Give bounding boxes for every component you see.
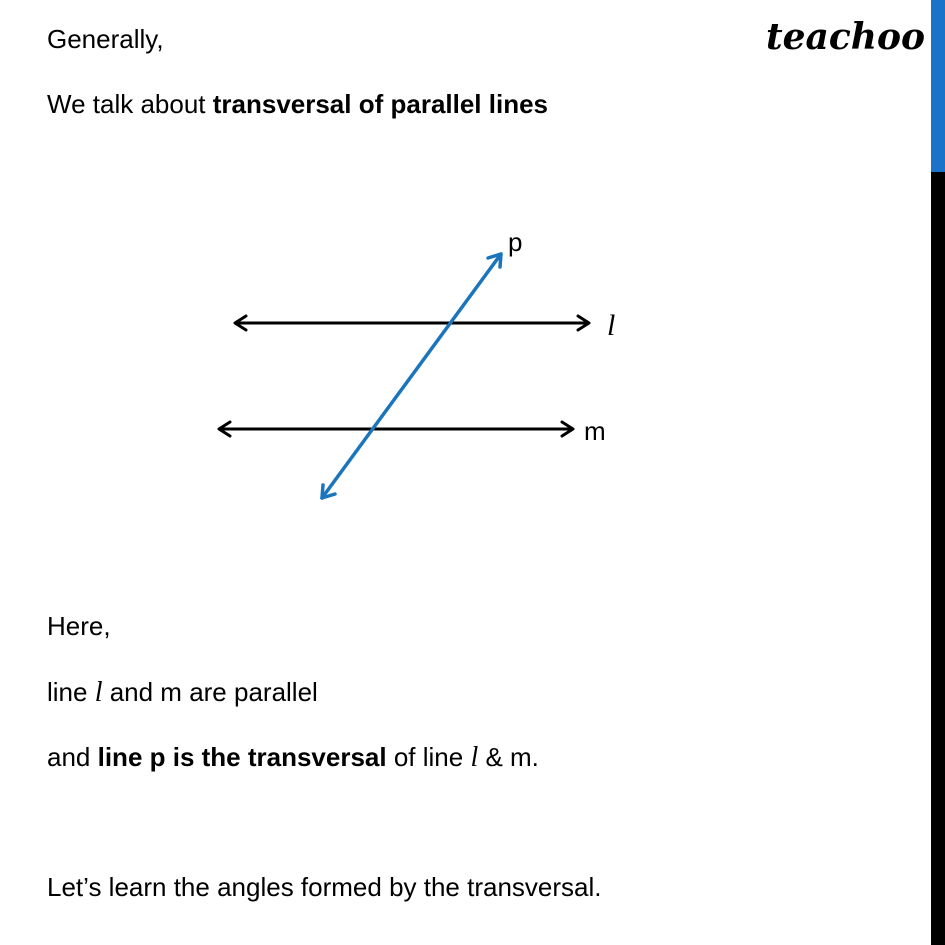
line2-l: l: [470, 742, 479, 773]
teachoo-logo: teachoo: [766, 16, 925, 58]
line1-part-b: and m are parallel: [102, 677, 318, 707]
label-p: p: [508, 227, 523, 257]
closing-text: Let’s learn the angles formed by the transversal.: [47, 872, 602, 902]
line-l: [235, 316, 589, 330]
transversal-statement: [47, 742, 539, 773]
line-m: [219, 422, 573, 436]
line2-part-c: & m.: [478, 742, 539, 772]
line-p-transversal: [322, 254, 501, 498]
parallel-statement: [47, 677, 318, 708]
line2-part-a: and: [47, 742, 98, 772]
intro-bold: transversal of parallel lines: [212, 89, 549, 119]
line2-bold: line p is the transversal: [97, 742, 387, 772]
line2-part-b: of line: [386, 742, 471, 772]
label-l: l: [607, 309, 616, 342]
here-text: Here,: [47, 611, 111, 641]
line1-l: l: [94, 677, 103, 708]
line1-part-a: line: [47, 677, 95, 707]
label-m: m: [584, 416, 606, 446]
intro-prefix: We talk about: [47, 89, 213, 119]
generally-text: Generally,: [47, 24, 164, 54]
